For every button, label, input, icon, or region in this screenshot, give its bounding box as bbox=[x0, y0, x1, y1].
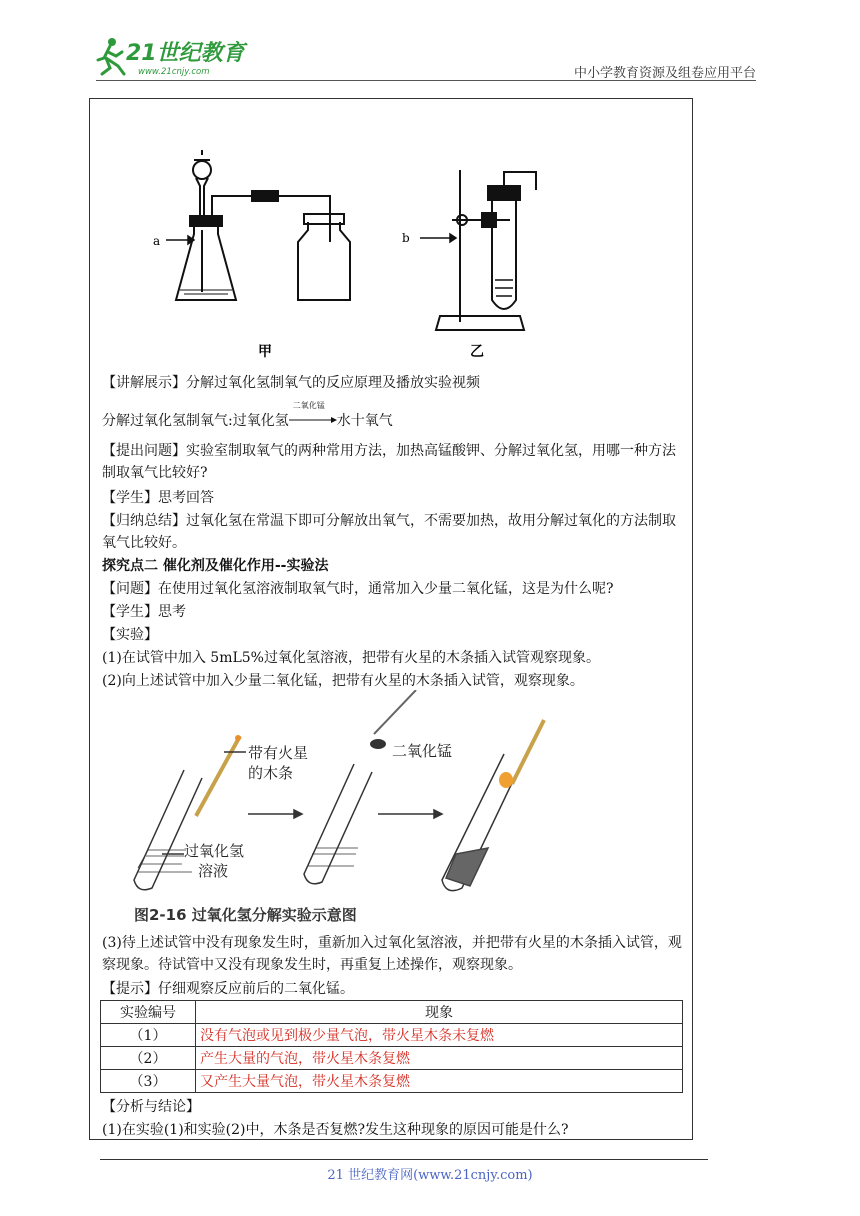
paragraph-explain: 【讲解展示】分解过氧化氢制氧气的反应原理及播放实验视频 bbox=[102, 375, 480, 391]
row-result: 没有气泡或见到极少量气泡，带火星木条未复燃 bbox=[196, 1024, 683, 1047]
label-mno2: 二氧化锰 bbox=[392, 742, 453, 760]
test-tube-3 bbox=[442, 720, 544, 891]
paragraph-experiment: 【实验】 bbox=[102, 627, 158, 643]
footer-divider bbox=[100, 1159, 708, 1160]
reaction-arrow bbox=[289, 401, 337, 425]
paragraph-hint: 【提示】仔细观察反应前后的二氧化锰。 bbox=[102, 981, 354, 997]
test-tube-2 bbox=[304, 690, 416, 884]
paragraph-student-answer: 【学生】思考回答 bbox=[102, 490, 214, 506]
label-a: a bbox=[153, 234, 161, 248]
caption-jia: 甲 bbox=[258, 344, 272, 360]
row-id: （2） bbox=[101, 1047, 196, 1070]
reaction-prefix: 分解过氧化氢制氧气:过氧化氢 bbox=[102, 413, 289, 429]
apparatus-jia bbox=[176, 150, 350, 300]
table-header-row bbox=[101, 1001, 683, 1024]
results-table bbox=[100, 1000, 683, 1093]
platform-title: 中小学教育资源及组卷应用平台 bbox=[573, 66, 756, 81]
paragraph-analysis: 【分析与结论】 bbox=[102, 1099, 200, 1115]
table-header-result: 现象 bbox=[196, 1001, 683, 1024]
paragraph-step3: (3)待上述试管中没有现象发生时，重新加入过氧化氢溶液，并把带有火星的木条插入试管，观察现象。待试管中又没有现象发生时，再重复上述操作，观察现象。 bbox=[102, 935, 682, 973]
paragraph-question: 【提出问题】实验室制取氧气的两种常用方法，加热高锰酸钾、分解过氧化氢，用哪一种方法制取氧气比较好? bbox=[102, 443, 676, 481]
label-solution2: 溶液 bbox=[198, 862, 229, 880]
section-title: 探究点二 催化剂及催化作用--实验法 bbox=[102, 558, 329, 574]
reaction-catalyst: 二氧化锰 bbox=[292, 401, 325, 410]
row-result: 又产生大量气泡，带火星木条复燃 bbox=[196, 1070, 683, 1093]
row-id: （1） bbox=[101, 1024, 196, 1047]
paragraph-problem: 【问题】在使用过氧化氢溶液制取氧气时，通常加入少量二氧化锰，这是为什么呢? bbox=[102, 581, 614, 597]
reaction-equation bbox=[102, 401, 393, 432]
table-row bbox=[101, 1047, 683, 1070]
reaction-suffix: 水十氧气 bbox=[336, 413, 393, 429]
runner-icon bbox=[98, 38, 124, 74]
label-splint: 带有火星 bbox=[248, 744, 309, 762]
row-result: 产生大量的气泡，带火星木条复燃 bbox=[196, 1047, 683, 1070]
page-header bbox=[96, 28, 756, 80]
arrow-right-icon bbox=[289, 415, 337, 425]
header-divider bbox=[96, 80, 756, 81]
table-header-id: 实验编号 bbox=[101, 1001, 196, 1024]
svg-text:www.21cnjy.com: www.21cnjy.com bbox=[138, 67, 210, 77]
paragraph-step1: (1)在试管中加入 5mL5%过氧化氢溶液，把带有火星的木条插入试管观察现象。 bbox=[102, 650, 600, 666]
label-b: b bbox=[402, 231, 410, 245]
site-logo bbox=[96, 34, 266, 78]
apparatus-yi bbox=[436, 170, 536, 330]
table-row bbox=[101, 1024, 683, 1047]
table-row bbox=[101, 1070, 683, 1093]
label-arrows bbox=[166, 234, 456, 244]
footer-link[interactable]: 21 世纪教育网(www.21cnjy.com) bbox=[327, 1168, 533, 1183]
figure-caption: 图2-16 过氧化氢分解实验示意图 bbox=[134, 906, 357, 924]
svg-text:21世纪教育: 21世纪教育 bbox=[126, 41, 245, 66]
paragraph-question1: (1)在实验(1)和实验(2)中，木条是否复燃?发生这种现象的原因可能是什么? bbox=[102, 1122, 569, 1138]
caption-yi: 乙 bbox=[470, 344, 484, 360]
paragraph-summary: 【归纳总结】过氧化氢在常温下即可分解放出氧气，不需要加热，故用分解过氧化的方法制取氧气比较好。 bbox=[102, 513, 676, 551]
paragraph-step2: (2)向上述试管中加入少量二氧化锰，把带有火星的木条插入试管，观察现象。 bbox=[102, 673, 584, 689]
row-id: （3） bbox=[101, 1070, 196, 1093]
label-splint2: 的木条 bbox=[248, 764, 294, 782]
paragraph-student-think: 【学生】思考 bbox=[102, 604, 186, 620]
apparatus-figure bbox=[140, 150, 560, 360]
experiment-figure bbox=[128, 690, 598, 930]
label-solution: 过氧化氢 bbox=[184, 842, 245, 860]
